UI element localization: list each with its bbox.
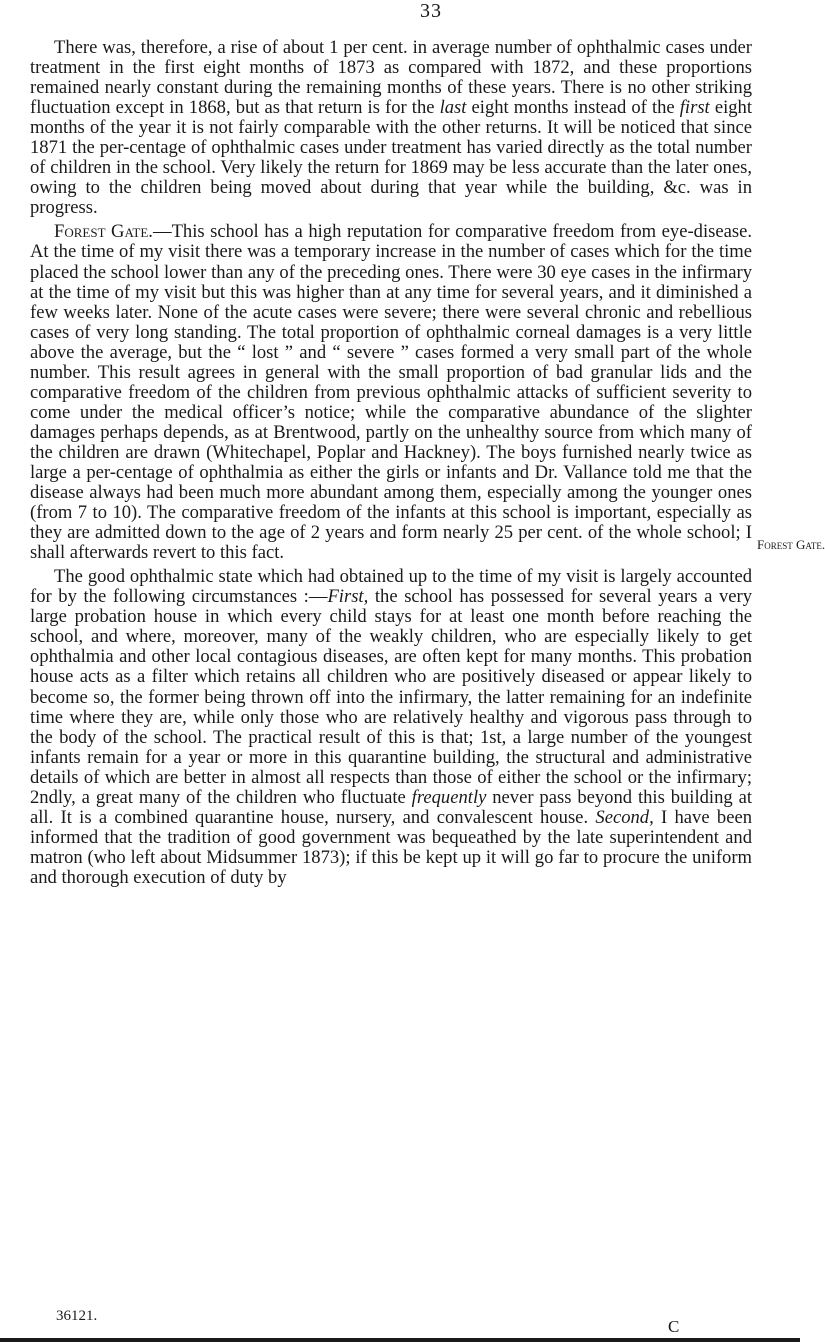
paragraph-2 xyxy=(30,222,752,563)
paragraph-3-text-a: The good ophthalmic state which had obtained up to the time of my visit is largely accounted for by the following circumstances :— xyxy=(30,566,752,608)
paragraph-3-text-b: the school has possessed for several years a very large probation house in which every child stays for at least one month before reaching the school, and where, moreover, many of the weakly children, who are especially likely to get ophthalmia and other local contagious diseases, are often kept for many months. This probation house acts as a filter which retains all children who are positively diseased or appear likely to become so, the former being thrown off into the infirmary, the latter remaining for an indefinite time where they are, while only those who are relatively healthy and vigorous pass through to the body of the school. The practical result of this is that; 1st, a large number of the youngest infants remain for a year or more in this quarantine building, the structural and administrative details of which are better in almost all respects than those of either the school or the infirmary; 2ndly, a great many of the children who fluctuate xyxy=(30,586,752,808)
paragraph-1 xyxy=(30,38,752,218)
paragraph-1-text-a: There was, therefore, a rise of about 1 per cent. in average number of ophthalmic cases under treatment in the first eight months of 1873 as compared with 1872, and these proportions remained nearly constant during the remaining months of these years. There is no other striking fluctuation except in 1868, but as that return is for the xyxy=(30,37,752,119)
emphasis-frequently: frequently xyxy=(411,786,487,808)
footer-reference: 36121. xyxy=(56,1308,98,1324)
emphasis-second-reason: Second, xyxy=(595,806,654,828)
page-number: 33 xyxy=(420,0,442,22)
signature-mark: C xyxy=(668,1317,680,1336)
bottom-rule xyxy=(0,1338,800,1342)
paragraph-2-text: —This school has a high reputation for comparative freedom from eye-disease. At the time of my visit there was a temporary increase in the number of cases which for the time placed the school lower than any of the preceding ones. There were 30 eye cases in the infirmary at the time of my visit but this was higher than at any time for several years, and it diminished a few weeks later. None of the acute cases were severe; there were several chronic and rebellious cases of very long standing. The total proportion of ophthalmic corneal damages is a very little above the average, but the “ lost ” and “ severe ” cases formed a very small part of the whole number. This result agrees in general with the small proportion of bad granular lids and the comparative freedom of the children from previous ophthalmic attacks of sufficient severity to come under the medical officer’s notice; while the comparative abundance of the slighter damages perhaps depends, as at Brentwood, partly on the unhealthy source from which many of the children are drawn (Whitechapel, Poplar and Hackney). The boys furnished nearly twice as large a per-centage of ophthalmia as either the girls or infants and Dr. Vallance told me that the disease always had been much more abundant among them, especially among the younger ones (from 7 to 10). The comparative freedom of the infants at this school is important, especially as they are admitted down to the age of 2 years and form nearly 25 per cent. of the whole school; I shall afterwards revert to this fact. xyxy=(30,221,752,564)
emphasis-first: first xyxy=(679,97,710,119)
paragraph-1-text-c: eight months of the year it is not fairly comparable with the other returns. It will be noticed that since 1871 the per-centage of ophthalmic cases under treatment has varied directly as the total number of children in the school. Very likely the return for 1869 may be less accurate than the later ones, owing to the children being moved about during that year while the building, &c. was in progress. xyxy=(30,97,752,219)
section-heading-forest-gate: Forest Gate. xyxy=(54,221,153,243)
paragraph-1-text-b: eight months instead of the xyxy=(466,97,680,119)
paragraph-3 xyxy=(30,567,752,888)
emphasis-last: last xyxy=(439,97,467,119)
margin-note: Forest Gate. xyxy=(757,537,825,552)
paragraph-3-text-d: I have been informed that the tradition of good government was bequeathed by the late superintendent and matron (who left about Midsummer 1873); if this be kept up it will go far to procure the uniform and thorough execution of duty by xyxy=(30,806,753,888)
paragraph-3-text-c: never pass beyond this building at all. It is a combined quarantine house, nursery, and convalescent house. xyxy=(30,786,752,828)
emphasis-first-reason: First, xyxy=(327,586,369,608)
body-text xyxy=(30,38,752,888)
